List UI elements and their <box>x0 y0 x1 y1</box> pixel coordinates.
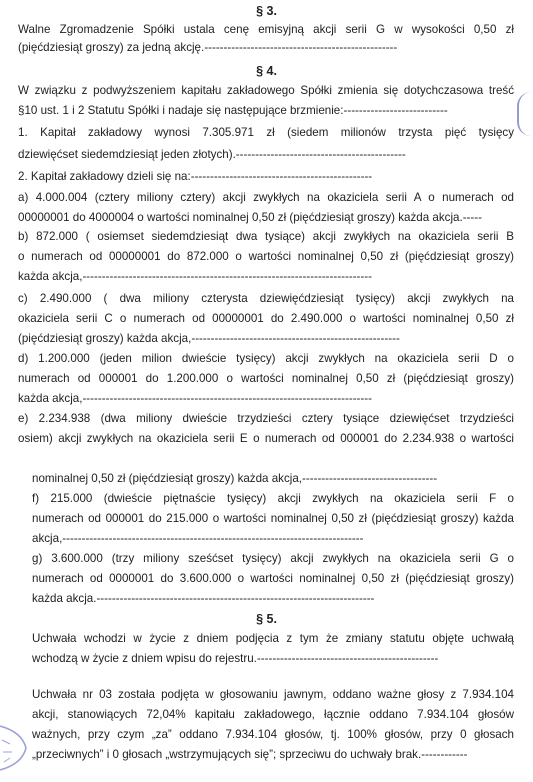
text-line: akcji, stanowiących 72,04% kapitału zakładowego, łącznie oddano 7.934.104 głosów <box>32 708 514 721</box>
list-item-e: e) 2.234.938 (dwa miliony dwieście trzydzieści cztery tysiące dziewięćset trzydzieści <box>18 412 514 425</box>
text-line: okaziciela serii C o numerach od 00000001 do 2.490.000 o wartości nominalnej 0,50 zł <box>18 312 514 325</box>
text-line: Walne Zgromadzenie Spółki ustala cenę emisyjną akcji serii G w wysokości 0,50 zł <box>18 23 514 36</box>
list-item-f: f) 215.000 (dwieście piętnaście tysięcy) akcji zwykłych na okaziciela serii F o <box>32 492 514 505</box>
list-item-c: c) 2.490.000 ( dwa miliony czterysta dziewięćdziesiąt tysięcy) akcji zwykłych na <box>18 292 514 305</box>
list-item-d: d) 1.200.000 (jeden milion dwieście tysięcy) akcji zwykłych na okaziciela serii D o <box>18 352 514 365</box>
text-line: nominalnej 0,50 zł (pięćdziesiąt groszy) każda akcja,----------------------------------- <box>32 472 438 485</box>
section-heading-4: § 4. <box>256 64 277 78</box>
text-line: każda akcja.------------------------------------------------------------------------ <box>32 592 375 605</box>
text-line: ważnych, przy czym „za” oddano 7.934.104 głosów, tj. 100% głosów, przy 0 głosach <box>32 728 514 741</box>
text-line: o numerach od 00000001 do 872.000 o wartości nominalnej 0,50 zł (pięćdziesiąt groszy) <box>18 250 514 263</box>
text-line: wchodzą w życie z dniem wpisu do rejestru.----------------------------------------------- <box>32 652 439 665</box>
text-line: (pięćdziesiąt groszy) za jedną akcję.-------------------------------------------------- <box>18 41 398 54</box>
text-line: każda akcja,--------------------------------------------------------------------------- <box>18 392 373 405</box>
text-line: „przeciwnych” i 0 głosach „wstrzymujących się”; sprzeciwu do uchwały brak.------------ <box>32 748 468 761</box>
list-item-b: b) 872.000 ( osiemset siedemdziesiąt dwa tysiące) akcji zwykłych na okaziciela serii B <box>18 230 514 243</box>
section-heading-5: § 5. <box>256 612 277 626</box>
text-line: akcja,------------------------------------------------------------------------------ <box>32 532 364 545</box>
list-item-a: a) 4.000.004 (cztery miliony cztery) akcji zwykłych na okaziciela serii A o numerach od <box>18 191 514 204</box>
text-line: 2. Kapitał zakładowy dzieli się na:----------------------------------------------- <box>18 170 373 183</box>
text-line: dziewięćset siedemdziesiąt jeden złotych).-------------------------------------------- <box>18 148 406 161</box>
text-line: Uchwała wchodzi w życie z dniem podjęcia z tym że zmiany statutu objęte uchwałą <box>32 632 514 645</box>
stamp-fragment <box>0 722 30 774</box>
text-line: W związku z podwyższeniem kapitału zakładowego Spółki zmienia się dotychczasowa treść <box>18 84 514 97</box>
text-line: numerach od 000001 do 215.000 o wartości nominalnej 0,50 zł (pięćdziesiąt groszy) każda <box>32 512 514 525</box>
list-item-g: g) 3.600.000 (trzy miliony sześćset tysięcy) akcji zwykłych na okaziciela serii G o <box>32 552 514 565</box>
text-line: każda akcja,--------------------------------------------------------------------------- <box>18 270 373 283</box>
text-line: (pięćdziesiąt groszy) każda akcja,------------------------------------------------------ <box>18 332 400 345</box>
text-line: osiem) akcji zwykłych na okaziciela serii E o numerach od 000001 do 2.234.938 o wartości <box>18 432 514 445</box>
text-line: 1. Kapitał zakładowy wynosi 7.305.971 zł (siedem milionów trzysta pięć tysięcy <box>18 126 514 139</box>
section-heading-3: § 3. <box>256 4 277 18</box>
text-line: numerach od 000001 do 1.200.000 o wartości nominalnej 0,50 zł (pięćdziesiąt groszy) <box>18 372 514 385</box>
text-line: 00000001 do 4000004 o wartości nominalnej 0,50 zł (pięćdziesiąt groszy) każda akcja.----- <box>18 211 482 224</box>
text-line: Uchwała nr 03 została podjęta w głosowaniu jawnym, oddano ważne głosy z 7.934.104 <box>32 688 514 701</box>
text-line: §10 ust. 1 i 2 Statutu Spółki i nadaje się następujące brzmienie:--------------------------- <box>18 104 448 117</box>
text-line: numerach od 0000001 do 3.600.000 o wartości nominalnej 0,50 zł (pięćdziesiąt groszy) <box>32 572 514 585</box>
stamp-fragment <box>517 92 533 136</box>
